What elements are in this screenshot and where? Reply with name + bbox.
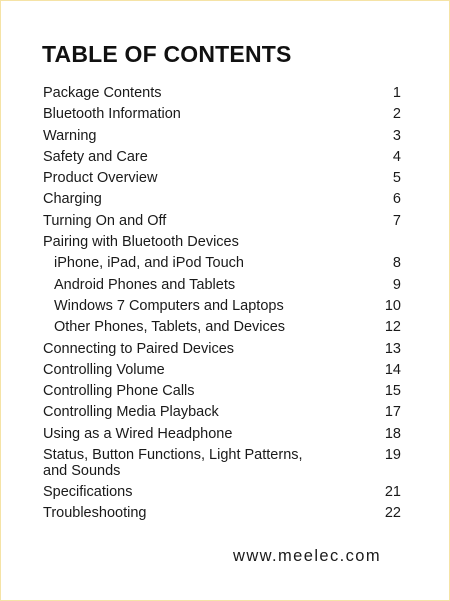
toc-entry-label: Status, Button Functions, Light Patterns, and Sounds: [43, 447, 303, 479]
toc-entry-page: 9: [392, 276, 401, 293]
toc-entry-page: 21: [384, 484, 401, 501]
toc-subentry: [43, 275, 401, 296]
toc-entry-page: 14: [384, 361, 401, 378]
toc-entry: [43, 211, 401, 232]
toc-entry-page: 15: [384, 383, 401, 400]
toc-entry-label: Connecting to Paired Devices: [43, 340, 235, 357]
toc-entry-label: Product Overview: [43, 170, 158, 187]
toc-entry-page: 12: [384, 319, 401, 336]
toc-entry: [43, 381, 401, 402]
toc-entry-label: Safety and Care: [43, 148, 148, 165]
toc-entry-page: 5: [392, 170, 401, 187]
toc-section-heading: [43, 232, 401, 253]
toc-entry: [43, 126, 401, 147]
toc-entry-page: 10: [384, 297, 401, 314]
toc-entry-page: 18: [384, 425, 401, 442]
toc-list: [43, 83, 401, 525]
toc-entry: [43, 503, 401, 524]
toc-entry-label: iPhone, iPad, and iPod Touch: [54, 255, 244, 272]
toc-entry-page: 19: [384, 447, 401, 464]
toc-entry-page: 3: [392, 127, 401, 144]
toc-entry-page: 8: [392, 255, 401, 272]
toc-entry-label: Charging: [43, 191, 102, 208]
toc-subentry: [43, 253, 401, 274]
toc-entry-label: Pairing with Bluetooth Devices: [43, 234, 239, 251]
toc-entry: [43, 424, 401, 445]
toc-entry-label: Controlling Media Playback: [43, 404, 219, 421]
toc-entry-page: 1: [392, 85, 401, 101]
toc-entry-label: Troubleshooting: [43, 505, 147, 522]
toc-entry-label: Windows 7 Computers and Laptops: [54, 297, 284, 314]
toc-entry-label: Other Phones, Tablets, and Devices: [54, 319, 286, 336]
toc-entry: [43, 360, 401, 381]
toc-entry: [43, 482, 401, 503]
toc-entry: [43, 83, 401, 104]
toc-title: TABLE OF CONTENTS: [42, 41, 292, 67]
toc-entry: [43, 104, 401, 125]
toc-entry-page: 17: [384, 404, 401, 421]
toc-entry-page: 2: [392, 106, 401, 123]
toc-entry-page: 4: [392, 148, 401, 165]
toc-subentry: [43, 317, 401, 338]
website-url: www.meelec.com: [233, 547, 381, 565]
toc-entry-label: Using as a Wired Headphone: [43, 425, 233, 442]
toc-entry-page: 22: [384, 505, 401, 522]
toc-subentry: [43, 296, 401, 317]
toc-entry-label: Bluetooth Information: [43, 106, 181, 123]
toc-entry: [43, 402, 401, 423]
toc-entry: [43, 168, 401, 189]
toc-entry-page: 7: [392, 212, 401, 229]
toc-entry: [43, 339, 401, 360]
toc-entry-label: Package Contents: [43, 85, 162, 101]
toc-entry-label: Controlling Volume: [43, 361, 165, 378]
toc-entry-page: 13: [384, 340, 401, 357]
toc-entry-label: Specifications: [43, 484, 133, 501]
toc-entry: [43, 147, 401, 168]
toc-entry-label: Warning: [43, 127, 97, 144]
toc-entry: [43, 445, 401, 482]
toc-entry: [43, 189, 401, 210]
toc-entry-page: 6: [392, 191, 401, 208]
toc-entry-label: Android Phones and Tablets: [54, 276, 236, 293]
toc-entry-label: Turning On and Off: [43, 212, 167, 229]
toc-entry-label: Controlling Phone Calls: [43, 383, 195, 400]
